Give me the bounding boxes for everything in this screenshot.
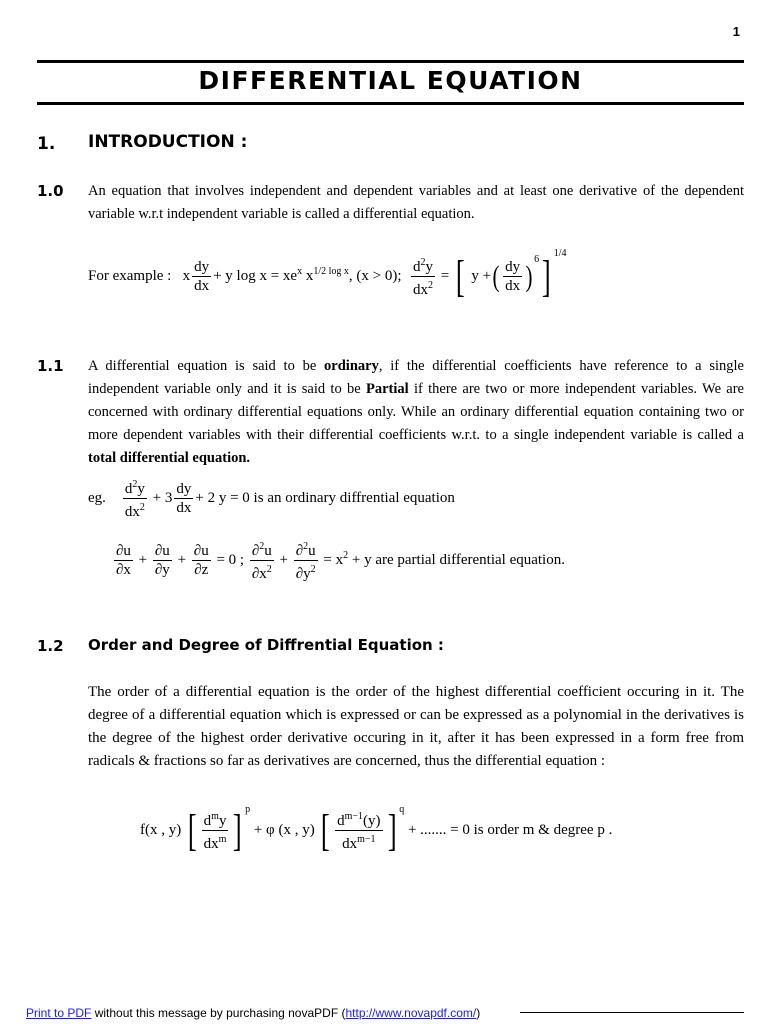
title-top-rule (37, 60, 744, 63)
subsection-heading: Order and Degree of Diffrential Equation : (88, 636, 444, 654)
section-number: 1. (37, 134, 56, 154)
example-label: For example : (88, 268, 172, 284)
fraction: $\frac{dy}{dx}$ (194, 259, 210, 295)
subsection-number: 1.1 (37, 357, 64, 375)
ode-example: eg. $\frac{d^2y}{dx^2}$ + 3 $\frac{dy}{dx}$ + 2 y = 0 is an ordinary diffrential equation (88, 476, 455, 521)
pde-example: $\frac{\partial u}{\partial x}$ + $\frac{\partial u}{\partial y}$ + $\frac{\partial u}{\partial z}$ = 0 ; $\frac{\partial^2u}{\partial x^2}$ + $\frac{\partial^2u}{\partial y^2}$ = $x^2 + y$ are partial differential equation. (112, 538, 565, 583)
footer: Print to PDF without this message by purchasing novaPDF (http://www.novapdf.com/) (26, 1006, 481, 1020)
order-degree-equation: f(x , y) [ $\frac{d^my}{dx^m}$ ] $^p$ + φ (x , y) [ $\frac{d^{m-1}(y)}{dx^{m-1}}$ ] $^q$ + ....... = 0 is order m & degree p . (140, 804, 613, 855)
fraction: $\frac{d^2y}{dx^2}$ (411, 254, 435, 299)
subsection-text: A differential equation is said to be ordinary, if the differential coefficients have reference to a single independent variable only and it is said to be Partial if there are two or more independent variables. We are concerned with ordinary differential equations only. While an ordinary differential equation containing two or more dependent variables with their differential coefficients w.r.t. to a single independent variable is called a total differential equation. (88, 358, 744, 466)
page-number: 1 (732, 24, 740, 39)
subsection-text: An equation that involves independent and dependent variables and at least one derivative of the dependent variable w.r.t independent variable is called a differential equation. (88, 183, 744, 222)
subsection-text: The order of a differential equation is the order of the highest differential coefficient occuring in it. The degree of a differential equation which is expressed or can be expressed as a polynomial in the derivatives is the degree of the highest order derivative occuring in it, after it has been expressed in a form free from radicals & fractions so far as derivatives are concerned, thus the differential equation : (88, 684, 744, 769)
subsection-number: 1.0 (37, 182, 64, 200)
novapdf-link[interactable]: http://www.novapdf.com/ (345, 1006, 477, 1020)
page-title: DIFFERENTIAL EQUATION (198, 66, 583, 95)
section-heading: INTRODUCTION : (88, 132, 248, 152)
footer-rule (520, 1012, 744, 1013)
title-bottom-rule (37, 102, 744, 105)
example-equations: For example : x $\frac{dy}{dx}$ + y $\log x = xe^x$ $x^{1/2 log x}$, (x > 0); $\frac{d^2y}{dx^2}$ = [ y +( $\frac{dy}{dx}$ )$^6$] $^{1/4}$ (88, 248, 567, 301)
subsection-number: 1.2 (37, 637, 64, 655)
print-to-pdf-link[interactable]: Print to PDF (26, 1006, 92, 1020)
